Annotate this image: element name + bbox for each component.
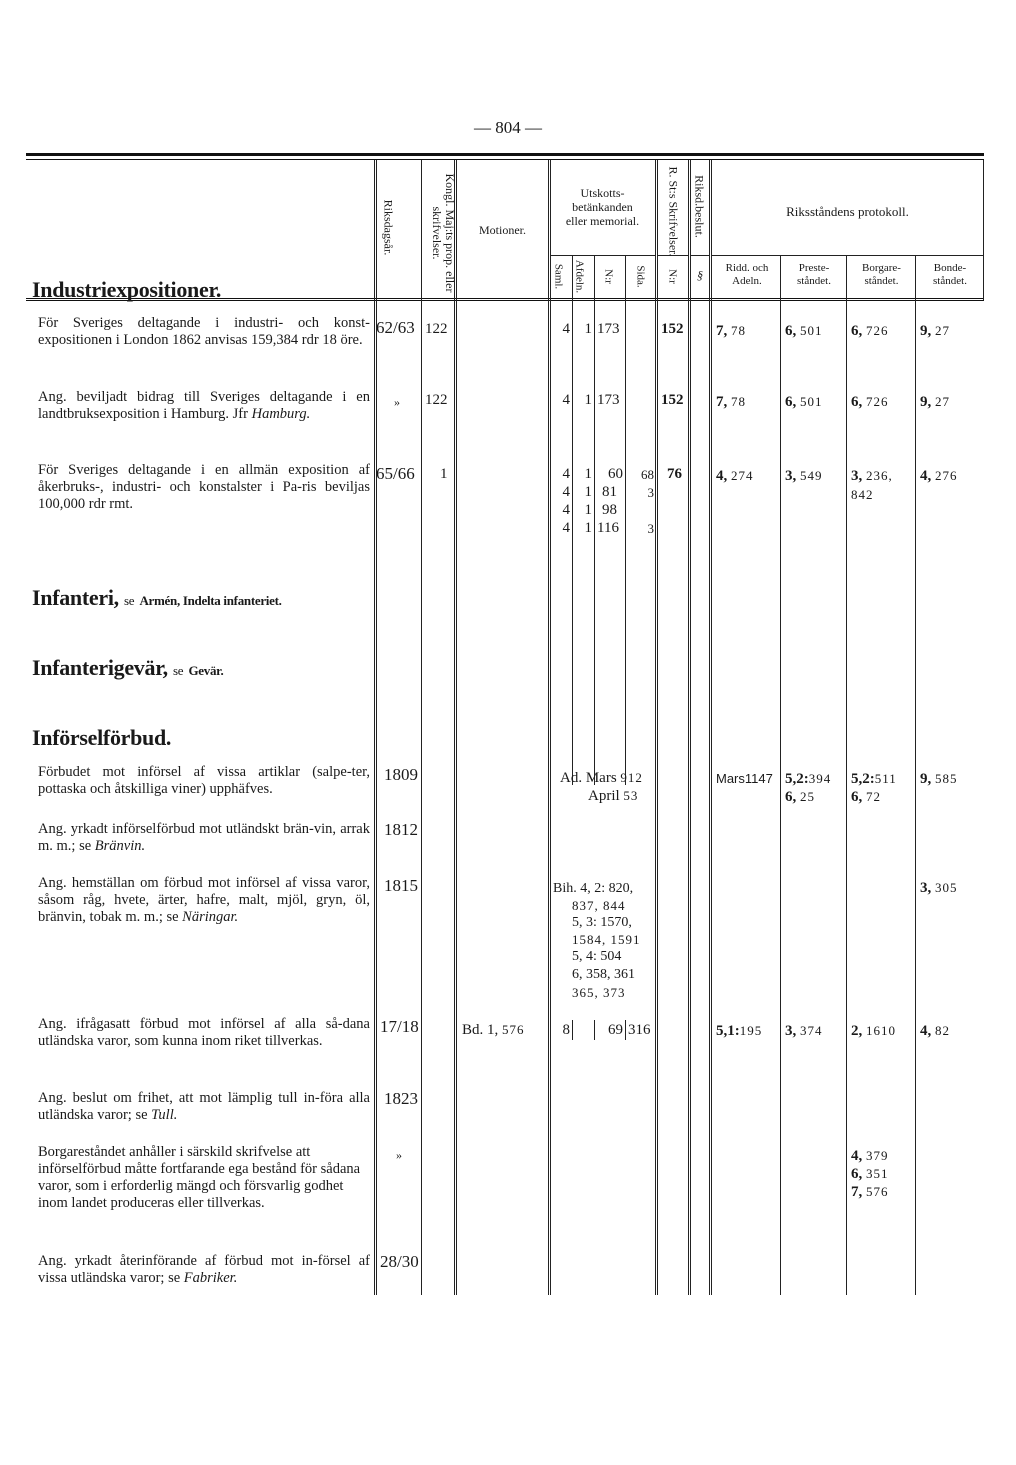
entry-4-borg2-page: 72 — [866, 789, 881, 804]
entry-4-utsk-1-page: 912 — [620, 770, 643, 785]
entry-7-mot — [462, 1021, 525, 1039]
entry-2-ridd — [716, 393, 746, 411]
header-kongl — [430, 173, 456, 293]
entry-9-borg-2-vol: 6, — [851, 1166, 863, 1182]
entry-3-borg-2 — [851, 486, 874, 504]
col-line-skr — [688, 160, 691, 1295]
entry-6-body: Ang. hemställan om förbud mot införsel af vissa varor, såsom råg, hvete, ärter, hafre, malt, mjöl, gryn, öl, bränvin, tobak m. m.; se — [38, 875, 370, 925]
entry-2-nr: 173 — [597, 392, 620, 408]
entry-4-utsk-2 — [588, 787, 638, 805]
entry-2-skr — [661, 391, 684, 409]
entry-2-borg-page: 726 — [866, 394, 889, 409]
entry-1-borg-vol: 6, — [851, 323, 863, 339]
page-number: — 804 — — [474, 118, 542, 137]
header-saml: Saml. — [552, 263, 565, 290]
entry-7-borg-vol: 2, — [851, 1023, 863, 1039]
top-rule-thin — [26, 159, 984, 160]
entry-3-year: 65/66 — [376, 464, 415, 483]
entry-3-sida-1: 68 — [641, 467, 654, 482]
entry-4-preste2-vol: 6, — [785, 789, 797, 805]
col-line-year — [421, 160, 422, 1295]
entry-6-utsk-6: 6, 358, 361 — [572, 967, 635, 982]
beslut-sub-rule — [691, 255, 709, 256]
top-rule — [26, 153, 984, 156]
entry-4-borg-page: 511 — [874, 771, 897, 786]
entry-1-preste-vol: 6, — [785, 323, 797, 339]
entry-3-ridd-page: 274 — [731, 468, 754, 483]
col-line-mot — [548, 160, 551, 1295]
entry-3-borg-vol: 3, — [851, 468, 863, 484]
entry-4-bonde — [920, 770, 958, 788]
col-line-ridd — [780, 255, 781, 1295]
entry-4-preste-page: 394 — [808, 771, 832, 786]
col-line-beslut — [709, 160, 712, 1295]
entry-2-body: Ang. beviljadt bidrag till Sveriges deltagande i en landtbruksexposition i Hamburg. Jfr — [38, 389, 370, 422]
entry-8-year: 1823 — [384, 1089, 418, 1108]
entry-3-afd-1: 1 — [584, 466, 592, 482]
entry-3-borg — [851, 467, 893, 485]
entry-7-text: Ang. ifrågasatt förbud mot införsel af alla så-dana utländska varor, som kunna inom riket tillverkas. — [38, 1016, 370, 1049]
entry-4-borg-2 — [851, 788, 881, 806]
entry-2-year: » — [394, 395, 400, 409]
entry-9-text: Borgareståndet anhåller i särskild skrifvelse att införselförbud måtte fortfarande ega bestånd för sådana varor, som i erforderlig mängd och försvarlig godhet inom landet produceras eller tillverkas. — [38, 1144, 361, 1211]
entry-2-ridd-vol: 7, — [716, 394, 728, 410]
entry-3-ridd-vol: 4, — [716, 468, 728, 484]
entry-2-bonde-page: 27 — [935, 394, 950, 409]
entry-6-bonde — [920, 879, 958, 897]
entry-3-nr-3: 98 — [602, 502, 617, 518]
entry-9-year: » — [396, 1148, 402, 1162]
entry-1-borg-page: 726 — [866, 323, 889, 338]
col-line-rowbreak — [572, 1020, 573, 1040]
entry-4-utsk-2-page: 53 — [623, 788, 639, 803]
entry-4-borg — [851, 770, 897, 788]
section-gevar-ref: Gevär. — [188, 663, 224, 678]
entry-10-ref: Fabriker. — [183, 1270, 238, 1286]
entry-3-afd-3: 1 — [584, 502, 592, 518]
header-borgare: Borgare-ståndet. — [862, 262, 901, 287]
entry-9-borg-1-page: 379 — [866, 1148, 889, 1163]
entry-2-preste — [785, 393, 823, 411]
entry-3-bonde-page: 276 — [935, 468, 958, 483]
col-line-afd — [594, 255, 595, 785]
entry-6-bonde-vol: 3, — [920, 880, 932, 896]
entry-2-saml: 4 — [562, 392, 570, 408]
header-sign: § — [697, 268, 703, 282]
entry-9-borg-1-vol: 4, — [851, 1148, 863, 1164]
entry-1-nr: 173 — [597, 321, 620, 337]
entry-1-ridd — [716, 322, 746, 340]
entry-7-mot-page: 576 — [502, 1022, 525, 1037]
entry-3-nr-1: 60 — [608, 466, 623, 482]
entry-4-bonde-page: 585 — [935, 771, 958, 786]
entry-6-utsk-1: Bih. 4, 2: 820, — [553, 881, 634, 896]
section-industriexpositioner: Industriexpositioner. — [32, 277, 222, 302]
entry-1-saml: 4 — [562, 321, 570, 337]
entry-3-skr — [667, 465, 682, 483]
header-ridd: Ridd. och Adeln. — [725, 262, 769, 287]
entry-1-bonde — [920, 322, 950, 340]
entry-1-text: För Sveriges deltagande i industri- och konst-expositionen i London 1862 anvisas 159,384 rdr 18 öre. — [38, 315, 370, 348]
entry-7-ridd — [716, 1022, 762, 1040]
entry-2-borg — [851, 393, 889, 411]
entry-3-preste — [785, 467, 823, 485]
entry-7-saml: 8 — [562, 1022, 570, 1038]
entry-1-preste-page: 501 — [800, 323, 823, 338]
entry-1-skr-val: 152 — [661, 321, 684, 337]
entry-6-year: 1815 — [384, 876, 418, 895]
entry-3-preste-vol: 3, — [785, 468, 797, 484]
entry-1-preste — [785, 322, 823, 340]
header-rsts: R. St:s Skrifvelser. — [666, 166, 681, 257]
entry-7-ridd-page: 195 — [739, 1023, 763, 1038]
entry-3-saml-4: 4 — [562, 520, 570, 536]
entry-10-year: 28/30 — [380, 1252, 419, 1271]
col-line-preste — [846, 255, 847, 1295]
entry-2-text — [38, 389, 370, 423]
entry-4-utsk-1 — [560, 769, 643, 787]
header-afdeln: Afdeln. — [573, 259, 586, 294]
entry-4-utsk-2-label: April — [588, 788, 620, 804]
entry-3-prop: 1 — [440, 466, 448, 482]
entry-4-year: 1809 — [384, 765, 418, 784]
entry-3-bonde — [920, 467, 958, 485]
entry-3-nr-2: 81 — [602, 484, 617, 500]
entry-10-text — [38, 1253, 370, 1287]
section-infanterigevar — [32, 655, 223, 681]
col-line-utsk — [655, 160, 658, 1295]
entry-4-bonde-vol: 9, — [920, 771, 932, 787]
header-riksdagsar: Riksdagsår. — [381, 199, 396, 256]
header-protokoll: Riksståndens protokoll. — [786, 204, 909, 219]
entry-1-year: 62/63 — [376, 318, 415, 337]
entry-2-afd: 1 — [584, 392, 592, 408]
entry-8-ref: Tull. — [151, 1107, 178, 1123]
col-line-nr — [625, 255, 626, 785]
entry-3-afd-2: 1 — [584, 484, 592, 500]
entry-6-utsk-5: 5, 4: 504 — [572, 949, 622, 964]
entry-9-borg-3-page: 576 — [866, 1184, 889, 1199]
header-utskotts: Utskotts- betänkanden eller memorial. — [565, 186, 640, 228]
entry-5-ref: Bränvin. — [94, 838, 146, 854]
entry-3-preste-page: 549 — [800, 468, 823, 483]
entry-2-prop: 122 — [425, 392, 448, 408]
section-gevar-se: se — [173, 663, 184, 678]
entry-6-text — [38, 875, 370, 926]
entry-1-afd: 1 — [584, 321, 592, 337]
col-line-borg — [915, 255, 916, 1295]
entry-2-borg-vol: 6, — [851, 394, 863, 410]
header-motioner: Motioner. — [479, 223, 526, 237]
entry-9-borg-2 — [851, 1165, 889, 1183]
entry-2-skr-val: 152 — [661, 392, 684, 408]
entry-9-borg-2-page: 351 — [866, 1166, 889, 1181]
header-bonde: Bonde-ståndet. — [933, 262, 967, 287]
prot-sub-rule — [712, 255, 983, 256]
entry-8-text — [38, 1090, 370, 1124]
entry-3-sida-4: 3 — [647, 521, 654, 536]
header-kongl-text: Kongl. Maj:ts prop. eller skrifvelser. — [430, 173, 457, 293]
entry-6-utsk-4: 1584, 1591 — [572, 932, 641, 947]
col-line-rowbreak2 — [594, 1020, 595, 1040]
section-inforselforbud: Införselförbud. — [32, 725, 172, 750]
entry-1-ridd-vol: 7, — [716, 323, 728, 339]
entry-9-borg-3 — [851, 1183, 889, 1201]
entry-4-borg2-vol: 6, — [851, 789, 863, 805]
entry-3-saml-1: 4 — [562, 466, 570, 482]
entry-3-borg-page-2: 842 — [851, 487, 874, 502]
entry-4-utsk-1-label: Ad. Mars — [560, 770, 617, 786]
entry-1-borg — [851, 322, 889, 340]
entry-6-utsk-2: 837, 844 — [572, 898, 626, 913]
entry-4-preste — [785, 770, 831, 788]
col-line-prop — [454, 160, 457, 1295]
entry-7-borg-page: 1610 — [866, 1023, 896, 1038]
entry-3-ridd — [716, 467, 754, 485]
entry-2-bonde-vol: 9, — [920, 394, 932, 410]
entry-3-text: För Sveriges deltagande i en allmän exposition af åkerbruks-, industri- och konstalster i Pa-ris beviljas 100,000 rdr rmt. — [38, 462, 370, 512]
entry-1-skr — [661, 320, 684, 338]
entry-2-preste-vol: 6, — [785, 394, 797, 410]
entry-2-bonde — [920, 393, 950, 411]
header-nr1: N:r — [602, 269, 615, 284]
entry-7-preste-vol: 3, — [785, 1023, 797, 1039]
entry-6-bonde-page: 305 — [935, 880, 958, 895]
section-infanteri-title: Infanteri, — [32, 585, 119, 610]
entry-7-borg — [851, 1022, 896, 1040]
entry-3-nr-4: 116 — [597, 520, 619, 536]
entry-3-saml-2: 4 — [562, 484, 570, 500]
entry-6-utsk-3: 5, 3: 1570, — [572, 915, 632, 930]
entry-5-body: Ang. yrkadt införselförbud mot utländskt brän-vin, arrak m. m.; se — [38, 821, 370, 854]
entry-4-ridd: Mars1147 — [716, 771, 773, 786]
entry-3-borg-page: 236, — [866, 468, 893, 483]
entry-3-afd-4: 1 — [584, 520, 592, 536]
header-sida: Sida. — [634, 265, 647, 288]
section-infanteri — [32, 585, 282, 611]
entry-8-body: Ang. beslut om frihet, att mot lämplig tull in-föra alla utländska varor; se — [38, 1090, 370, 1123]
entry-3-skr-val: 76 — [667, 466, 682, 482]
entry-7-ridd-vol: 5,1: — [716, 1023, 740, 1039]
entry-3-saml-3: 4 — [562, 502, 570, 518]
entry-2-ridd-page: 78 — [731, 394, 746, 409]
entry-7-preste-page: 374 — [800, 1023, 823, 1038]
entry-1-bonde-page: 27 — [935, 323, 950, 338]
entry-2-preste-page: 501 — [800, 394, 823, 409]
col-line-saml — [572, 255, 573, 785]
entry-5-year: 1812 — [384, 820, 418, 839]
entry-6-utsk-7: 365, 373 — [572, 985, 626, 1000]
header-preste: Preste-ståndet. — [797, 262, 831, 287]
entry-7-year: 17/18 — [380, 1017, 419, 1036]
entry-1-prop: 122 — [425, 321, 448, 337]
entry-1-ridd-page: 78 — [731, 323, 746, 338]
entry-7-preste — [785, 1022, 823, 1040]
col-line-rowbreak3 — [625, 1020, 626, 1040]
entry-4-preste-2 — [785, 788, 815, 806]
entry-4-borg-vol: 5,2: — [851, 771, 875, 787]
entry-7-sida: 316 — [628, 1022, 651, 1038]
entry-2-ref: Hamburg. — [251, 406, 311, 422]
entry-5-text — [38, 821, 370, 855]
utsk-sub-rule — [550, 255, 655, 256]
entry-3-bonde-vol: 4, — [920, 468, 932, 484]
entry-9-borg-3-vol: 7, — [851, 1184, 863, 1200]
entry-4-preste2-page: 25 — [800, 789, 815, 804]
entry-6-ref: Näringar. — [182, 909, 239, 925]
section-infanteri-ref: Armén, Indelta infanteriet. — [139, 593, 282, 608]
header-nr2: N:r — [666, 269, 679, 284]
entry-7-bonde-vol: 4, — [920, 1023, 932, 1039]
entry-4-text: Förbudet mot införsel af vissa artiklar (salpe-ter, pottaska och åtskilliga viner) upphäfves. — [38, 764, 370, 797]
header-riksd-beslut: Riksd.beslut. — [692, 175, 707, 238]
entry-7-nr: 69 — [608, 1022, 623, 1038]
entry-7-bonde — [920, 1022, 950, 1040]
entry-1-bonde-vol: 9, — [920, 323, 932, 339]
entry-3-sida-2: 3 — [647, 485, 654, 500]
entry-4-preste-vol: 5,2: — [785, 771, 809, 787]
section-infanteri-se: se — [124, 593, 135, 608]
section-gevar-title: Infanterigevär, — [32, 655, 168, 680]
entry-7-mot-vol: Bd. 1, — [462, 1022, 499, 1038]
entry-7-bonde-page: 82 — [935, 1023, 950, 1038]
entry-10-body: Ang. yrkadt återinförande af förbud mot in-försel af vissa utländska varor; se — [38, 1253, 370, 1286]
entry-9-borg-1 — [851, 1147, 889, 1165]
col-line-right — [983, 160, 984, 300]
